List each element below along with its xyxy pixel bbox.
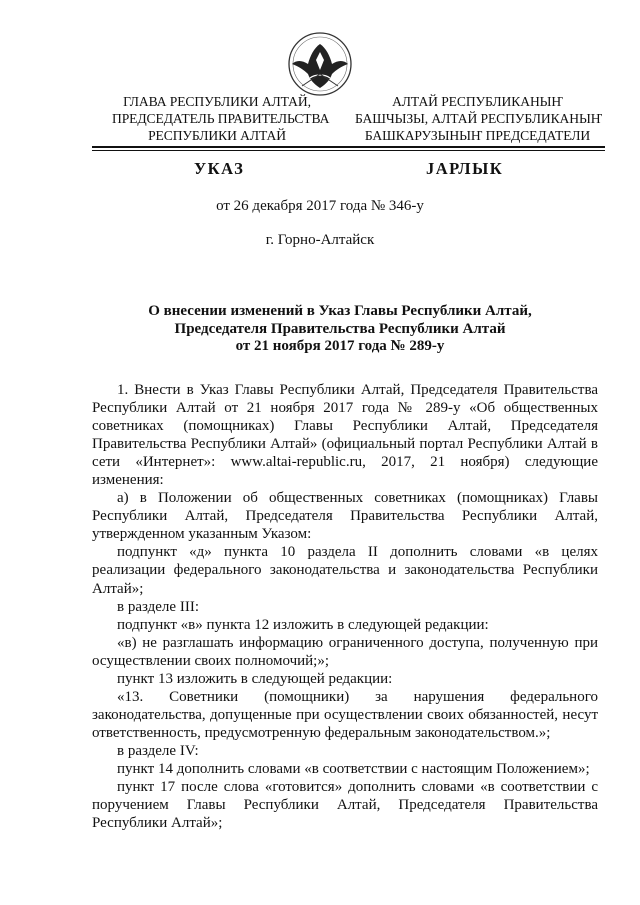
issuer-line: ПРЕДСЕДАТЕЛЬ ПРАВИТЕЛЬСТВА [112,111,330,126]
coat-of-arms-emblem [280,30,360,100]
body-paragraph: пункт 13 изложить в следующей редакции: [117,670,393,687]
body-paragraph: 1. Внести в Указ Главы Республики Алтай, Председателя Правительства Республики Алтай от 21 ноября 2017 года № 289-у «Об общественных советниках (помощниках) Главы Республики Алтай, Председателя Правительства Республики Алтай» (официальный портал Республики Алтай в сети «Интернет»: www.altai-republic.ru, 2017, 21 ноября) следующие изменения: [92,382,598,489]
issuer-line: РЕСПУБЛИКИ АЛТАЙ [148,128,286,143]
issuer-line: БАШКАРУЗЫНЫҤ ПРЕДСЕДАТЕЛИ [364,128,591,143]
document-type-altai: ЈАРЛЫК [426,159,504,178]
body-paragraph: «в) не разглашать информацию ограниченного доступа, полученную при осуществлении своих полномочий;»; [92,634,598,669]
issuer-line: ГЛАВА РЕСПУБЛИКИ АЛТАЙ, [123,94,311,109]
body-paragraph: пункт 17 после слова «готовится» дополнить словами «в соответствии с поручением Главы Республики Алтай, Председателя Правительства Республики Алтай»; [92,779,598,832]
header-divider-thin [92,150,605,151]
issuer-header-russian [112,93,330,144]
body-paragraph: «13. Советники (помощники) за нарушения федерального законодательства, допущенные при осуществлении своих обязанностей, несут ответственность, предусмотренную федеральным законодательством.»; [92,688,598,741]
header-divider-thick [92,146,605,148]
body-paragraph: пункт 14 дополнить словами «в соответствии с настоящим Положением»; [117,760,590,777]
body-paragraph: подпункт «в» пункта 12 изложить в следующей редакции: [117,616,489,633]
body-paragraph: а) в Положении об общественных советниках (помощниках) Главы Республики Алтай, Председателя Правительства Республики Алтай, утвержденном указанным Указом: [92,490,598,543]
title-line: от 21 ноября 2017 года № 289-у [235,338,445,354]
document-body [92,381,598,832]
issuer-line: АЛТАЙ РЕСПУБЛИКАНЫҤ [392,94,563,109]
issuer-header-altai [355,93,603,144]
issuer-line: БАШЧЫЗЫ, АЛТАЙ РЕСПУБЛИКАНЫҤ [355,111,603,126]
title-line: О внесении изменений в Указ Главы Республики Алтай, [148,303,532,319]
body-paragraph: подпункт «д» пункта 10 раздела II дополнить словами «в целях реализации федерального законодательства и законодательства Республики Алтай»; [92,544,598,597]
body-paragraph: в разделе IV: [117,742,199,759]
document-title [100,303,580,356]
document-city: г. Горно-Алтайск [265,232,375,248]
document-type-russian: УКАЗ [194,159,245,178]
body-paragraph: в разделе III: [117,598,199,615]
title-line: Председателя Правительства Республики Алтай [174,320,506,337]
document-date-number: от 26 декабря 2017 года № 346-у [216,198,424,214]
